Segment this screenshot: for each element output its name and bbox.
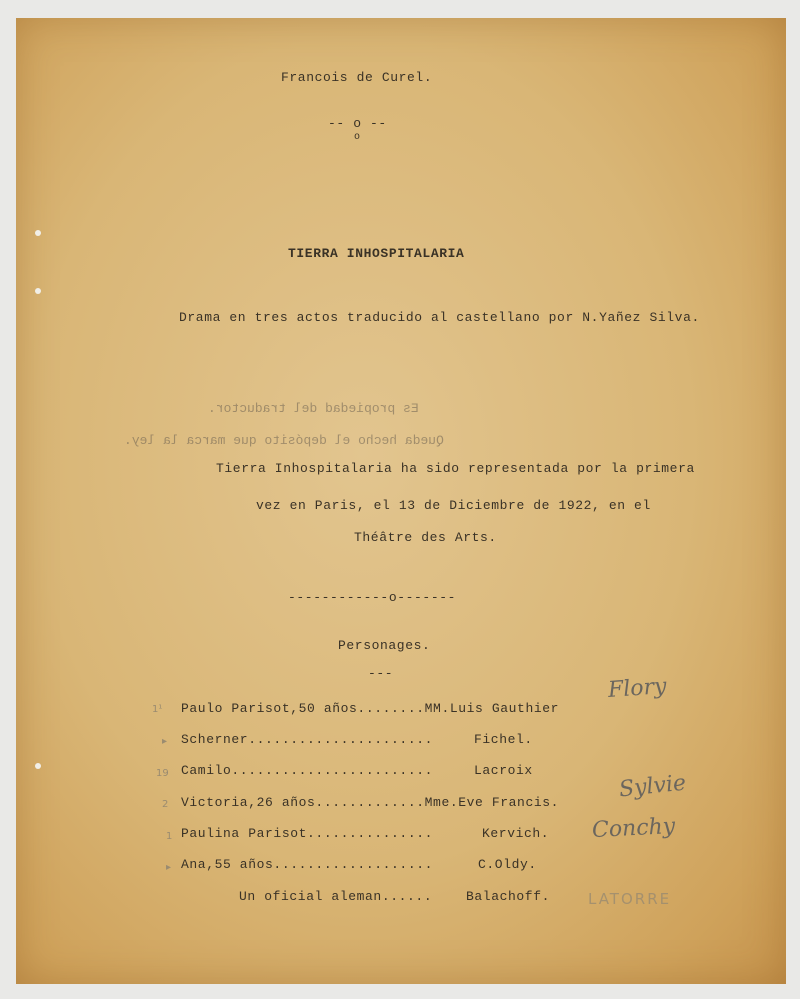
premiere-line: Théâtre des Arts.	[354, 530, 497, 545]
handwritten-note: Flory	[607, 673, 668, 704]
cast-role: Victoria,26 años.............Mme.Eve Francis.	[181, 795, 560, 810]
margin-note: 19	[156, 768, 169, 779]
cast-heading: Personages.	[338, 638, 431, 653]
handwritten-note: Conchy	[591, 813, 676, 844]
premiere-line: vez en Paris, el 13 de Diciembre de 1922, en el	[256, 498, 651, 513]
cast-heading-rule: ---	[368, 666, 394, 681]
margin-note: 1¹	[152, 704, 163, 715]
play-title: TIERRA INHOSPITALARIA	[288, 246, 465, 261]
cast-role: Scherner......................	[181, 732, 434, 747]
punch-hole	[35, 288, 41, 294]
cast-role: Camilo........................	[181, 763, 434, 778]
bleed-through-line: Es propiedad del traductor.	[208, 401, 419, 416]
cast-role: Un oficial aleman......	[239, 889, 433, 904]
cast-actor: Kervich.	[482, 826, 550, 841]
document-page	[16, 18, 786, 984]
cast-actor: Fichel.	[474, 732, 533, 747]
cast-role: Paulina Parisot...............	[181, 826, 434, 841]
section-divider: ------------o-------	[288, 590, 457, 605]
margin-note: 1	[166, 831, 173, 842]
margin-note: ▸	[166, 862, 172, 873]
cast-role: Paulo Parisot,50 años........MM.Luis Gauthier	[181, 701, 560, 716]
bleed-through-line: Queda hecho el depósito que marca la ley.	[124, 433, 444, 448]
margin-note: ▸	[162, 736, 168, 747]
handwritten-note: Sylvie	[617, 770, 688, 803]
punch-hole	[35, 763, 41, 769]
author-name: Francois de Curel.	[281, 70, 433, 85]
cast-actor: C.Oldy.	[478, 857, 537, 872]
ornament: -- o --	[328, 116, 387, 131]
cast-actor: Lacroix	[474, 763, 533, 778]
ornament-dot: o	[354, 132, 361, 143]
margin-note: 2	[162, 799, 169, 810]
premiere-line: Tierra Inhospitalaria ha sido representada por la primera	[216, 461, 695, 476]
cast-actor: Balachoff.	[466, 889, 551, 904]
punch-hole	[35, 230, 41, 236]
pencil-note: LATORRE	[588, 890, 672, 908]
cast-role: Ana,55 años...................	[181, 857, 434, 872]
play-subtitle: Drama en tres actos traducido al castellano por N.Yañez Silva.	[179, 310, 700, 325]
